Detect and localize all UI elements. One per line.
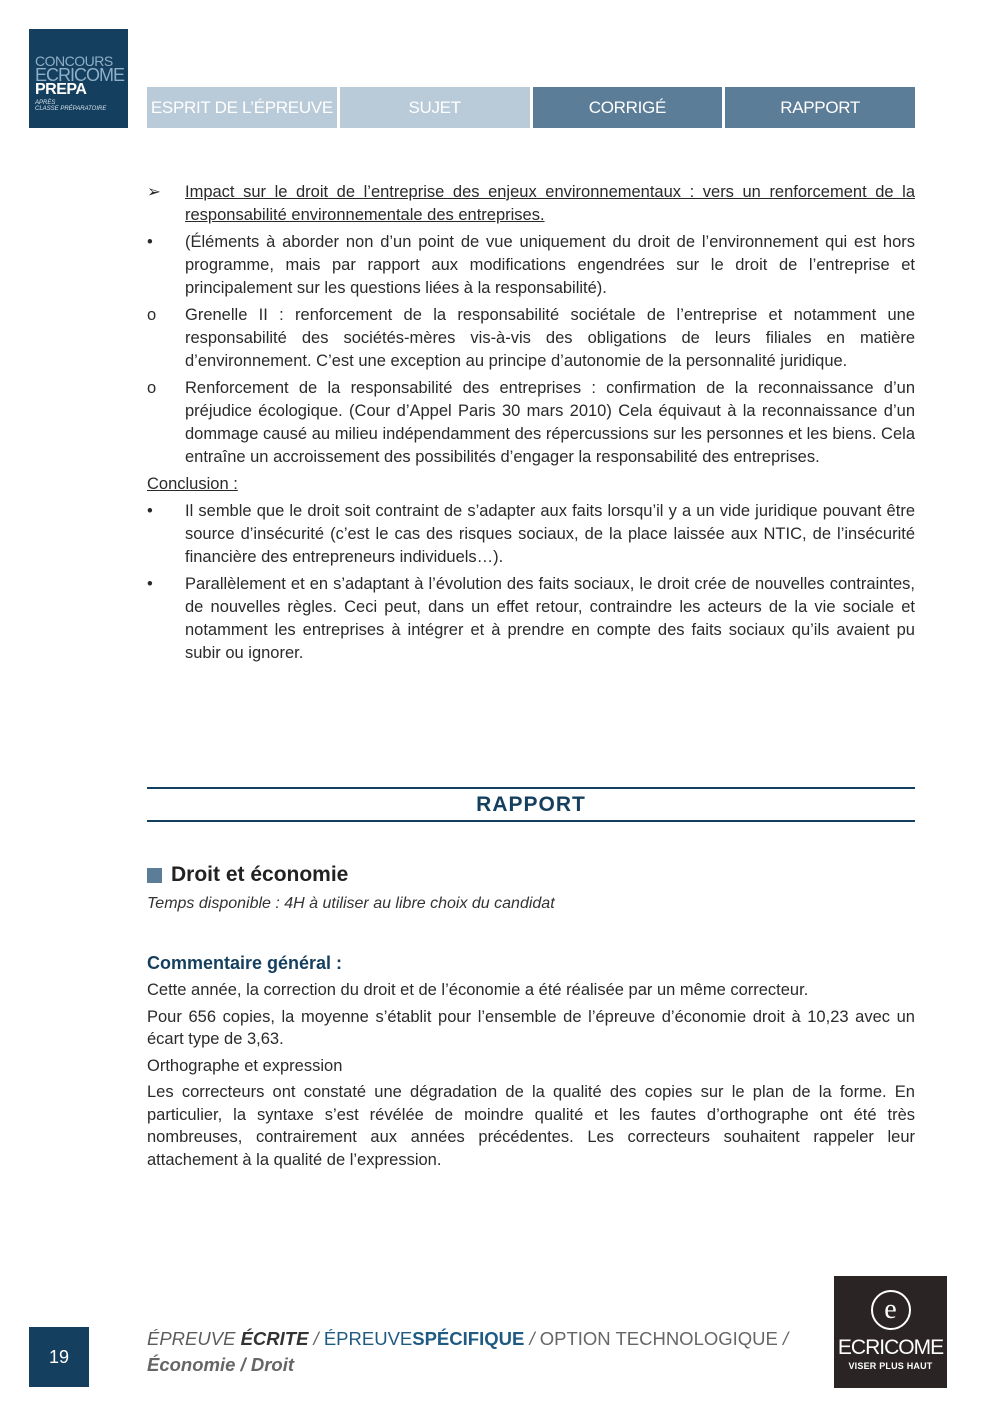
section-subtitle: Temps disponible : 4H à utiliser au libre choix du candidat bbox=[147, 895, 555, 912]
footer-line-1 bbox=[147, 1326, 807, 1352]
footer-separator: / bbox=[313, 1328, 319, 1349]
logo-line-apres: APRÈS bbox=[35, 100, 56, 106]
section-title-text: Droit et économie bbox=[171, 863, 349, 886]
page-number: 19 bbox=[29, 1327, 89, 1387]
bullet-icon: • bbox=[147, 502, 153, 520]
logo-line-prepa: PREPA bbox=[35, 81, 87, 98]
arrow-bullet-icon: ➢ bbox=[147, 183, 161, 201]
bullet-icon: • bbox=[147, 575, 153, 593]
footer-breadcrumb bbox=[147, 1326, 807, 1378]
list-item-text: Impact sur le droit de l’entreprise des enjeux environnementaux : vers un renforcement de la responsabilité environnementale des entreprises. bbox=[185, 183, 915, 224]
logo-line-classe: CLASSE PRÉPARATOIRE bbox=[35, 106, 107, 112]
list-item-text: Grenelle II : renforcement de la responsabilité sociétale de l’entreprise et notamment une responsabilité des sociétés-mères vis-à-vis des obligations de leurs filiales en matière d’environnement. C’est une exception au principe d’autonomie de la personnalité juridique. bbox=[185, 306, 915, 370]
footer-specifique: SPÉCIFIQUE bbox=[412, 1328, 525, 1349]
ecricome-brand-logo bbox=[834, 1276, 947, 1388]
logo-line-concours: CONCOURS bbox=[35, 53, 113, 69]
paragraph: Pour 656 copies, la moyenne s’établit pour l’ensemble de l’épreuve d’économie droit à 10,23 avec un écart type de 3,63. bbox=[147, 1007, 915, 1048]
paragraph: Cette année, la correction du droit et de l’économie a été réalisée par un même correcteur. bbox=[147, 981, 809, 999]
circle-bullet-icon: o bbox=[147, 379, 157, 397]
list-item bbox=[147, 500, 915, 569]
list-item-text: Parallèlement et en s’adaptant à l’évolution des faits sociaux, le droit crée de nouvelles contraintes, de nouvelles règles. Ceci peut, dans un effet retour, contraindre les acteurs de la vie sociale et notamment les entreprises à intégrer et à prendre en compte des faits sociaux qu’ils avaient pu subir ou ignorer. bbox=[185, 575, 915, 662]
brand-tagline: VISER PLUS HAUT bbox=[848, 1361, 933, 1371]
circle-bullet-icon: o bbox=[147, 306, 157, 324]
list-item-text: Il semble que le droit soit contraint de s’adapter aux faits lorsqu’il y a un vide juridique pouvant être source d’insécurité (c’est le cas des risques sociaux, de la place laissée aux NTIC, de l’insécurité financière des entrepreneurs individuels…). bbox=[185, 502, 915, 566]
section-title bbox=[147, 861, 915, 889]
paragraph: Orthographe et expression bbox=[147, 1056, 343, 1075]
footer-epreuve: ÉPREUVE bbox=[147, 1328, 236, 1349]
footer-separator: / bbox=[783, 1328, 789, 1349]
section-tabs bbox=[147, 87, 915, 128]
commentaire-heading: Commentaire général : bbox=[147, 953, 343, 973]
brand-name: ECRICOME bbox=[837, 1336, 944, 1359]
tab-esprit[interactable]: ESPRIT DE L’ÉPREUVE bbox=[147, 87, 337, 128]
list-item bbox=[147, 181, 915, 227]
footer-option: OPTION TECHNOLOGIQUE bbox=[539, 1328, 778, 1349]
list-item bbox=[147, 231, 915, 300]
tab-corrige[interactable]: CORRIGÉ bbox=[533, 87, 723, 128]
footer-ecrite: ÉCRITE bbox=[240, 1328, 309, 1349]
ecricome-e-icon: e bbox=[871, 1290, 911, 1330]
tab-sujet[interactable]: SUJET bbox=[340, 87, 530, 128]
rapport-section bbox=[147, 861, 915, 1171]
concours-logo bbox=[29, 29, 128, 128]
paragraph: Les correcteurs ont constaté une dégradation de la qualité des copies sur le plan de la forme. En particulier, la syntaxe s’est révélée de moindre qualité et les fautes d’orthographe ont été très nombreuses, contrairement aux années précédentes. Les correcteurs souhaitent rappeler leur attachement à la qualité de l’expression. bbox=[147, 1083, 915, 1169]
list-item bbox=[147, 377, 915, 469]
footer-separator: / bbox=[529, 1328, 535, 1349]
bullet-icon: • bbox=[147, 233, 153, 251]
conclusion-label-text: Conclusion : bbox=[147, 475, 238, 493]
conclusion-label bbox=[147, 473, 915, 496]
footer-epreuve2: ÉPREUVE bbox=[323, 1328, 413, 1349]
tab-rapport[interactable]: RAPPORT bbox=[725, 87, 915, 128]
list-item-text: Renforcement de la responsabilité des entreprises : confirmation de la reconnaissance d’un préjudice écologique. (Cour d’Appel Paris 30 mars 2010) Cela équivaut à la reconnaissance d’un dommage causé au milieu indépendamment des répercussions sur les personnes et les biens. Cela entraîne un accroissement des possibilités d’engager la responsabilité des entreprises. bbox=[185, 379, 915, 466]
list-item bbox=[147, 573, 915, 665]
corrige-content bbox=[147, 181, 915, 669]
list-item-text: (Éléments à aborder non d’un point de vue uniquement du droit de l’environnement qui est hors programme, mais par rapport aux modifications engendrées sur le droit de l’entreprise et principalement sur les questions liées à la responsabilité). bbox=[185, 233, 915, 297]
logo-line-ecricome: ECRICOME bbox=[35, 65, 125, 85]
rapport-banner-title: RAPPORT bbox=[476, 792, 586, 816]
list-item bbox=[147, 304, 915, 373]
rapport-banner bbox=[147, 787, 915, 822]
square-icon bbox=[147, 868, 162, 883]
footer-line-2: Économie / Droit bbox=[147, 1354, 294, 1375]
